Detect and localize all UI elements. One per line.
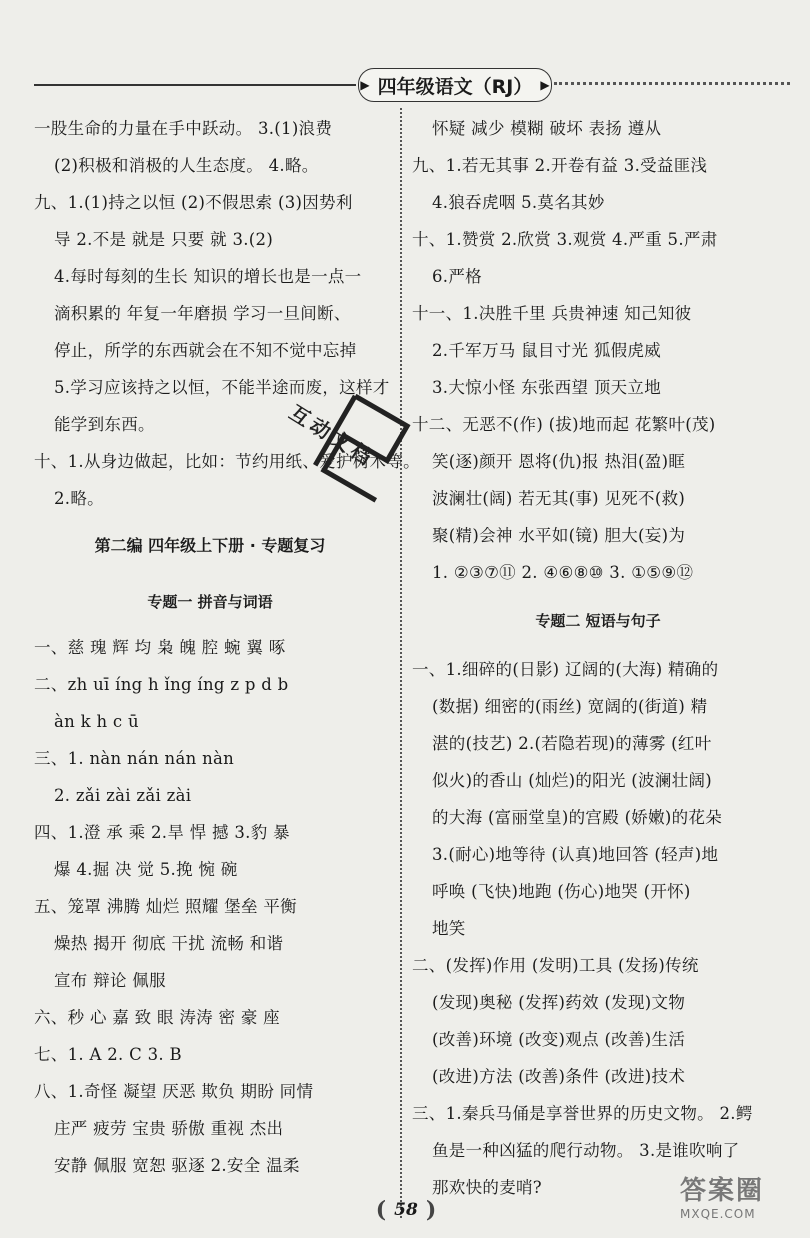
answer-line: (2)积极和消极的人生态度。 4.略。: [54, 156, 319, 175]
answer-line: 二、zh uī íng h ǐng íng z p d b: [34, 675, 289, 694]
answer-line: 呼唤 (飞快)地跑 (伤心)地哭 (开怀): [432, 882, 691, 901]
answer-line: 六、秒 心 嘉 致 眼 涛涛 密 豪 座: [34, 1008, 280, 1027]
watermark-title: 答案圈: [680, 1176, 765, 1206]
answer-line: 燥热 揭开 彻底 干扰 流畅 和谐: [54, 934, 284, 953]
answer-line: 6.严格: [432, 267, 482, 286]
answer-line: 能学到东西。: [54, 415, 155, 434]
answer-line: (发现)奥秘 (发挥)药效 (发现)文物: [432, 993, 686, 1012]
header-rule-left: [34, 84, 356, 86]
answer-line: 九、1.若无其事 2.开卷有益 3.受益匪浅: [412, 156, 708, 175]
answer-line: 2.略。: [54, 489, 104, 508]
answer-line: 4.狼吞虎咽 5.莫名其妙: [432, 193, 605, 212]
answer-line: 3.(耐心)地等待 (认真)地回答 (轻声)地: [432, 845, 719, 864]
answer-line: 庄严 疲劳 宝贵 骄傲 重视 杰出: [54, 1119, 284, 1138]
answer-line: 怀疑 减少 模糊 破坏 表扬 遵从: [432, 119, 662, 138]
answer-line: 七、1. A 2. C 3. B: [34, 1045, 182, 1064]
answer-line: 停止，所学的东西就会在不知不觉中忘掉: [54, 341, 357, 360]
answer-line: 5.学习应该持之以恒，不能半途而废，这样才: [54, 378, 390, 397]
header-title: 四年级语文（RJ）: [377, 75, 533, 98]
left-column: [34, 110, 420, 1184]
triangle-right-icon: ▶: [360, 78, 370, 92]
answer-line: 三、1.秦兵马俑是享誉世界的历史文物。 2.鳄: [412, 1104, 753, 1123]
answer-line: 的大海 (富丽堂皇)的宫殿 (娇嫩)的花朵: [432, 808, 723, 827]
answer-line: 聚(精)会神 水平如(镜) 胆大(妄)为: [432, 526, 686, 545]
answer-line: 一股生命的力量在手中跃动。 3.(1)浪费: [34, 119, 333, 138]
answer-line: 安静 佩服 宽恕 驱逐 2.安全 温柔: [54, 1156, 300, 1175]
answer-line: (改善)环境 (改变)观点 (改善)生活: [432, 1030, 686, 1049]
answer-line: 十、1.赞赏 2.欣赏 3.观赏 4.严重 5.严肃: [412, 230, 718, 249]
header-rule-right: [554, 82, 790, 85]
answer-line: 十二、无恶不(作) (拔)地而起 花繁叶(茂): [412, 415, 716, 434]
left-paren-icon: (: [375, 1197, 387, 1223]
answer-line: 爆 4.掘 决 觉 5.挽 惋 碗: [54, 860, 238, 879]
right-column: [412, 110, 784, 1206]
answer-line: 鱼是一种凶猛的爬行动物。 3.是谁吹响了: [432, 1141, 740, 1160]
answer-line: 2. zǎi zài zǎi zài: [54, 786, 192, 805]
triangle-right-icon: ▶: [540, 78, 550, 92]
watermark: [680, 1170, 800, 1234]
answer-line: 五、笼罩 沸腾 灿烂 照耀 堡垒 平衡: [34, 897, 297, 916]
answer-line: 一、慈 瑰 辉 均 枭 魄 腔 蜿 翼 啄: [34, 638, 286, 657]
answer-line: 十、1.从身边做起，比如：节约用纸、爱护树木等。: [34, 452, 420, 471]
answer-line: 四、1.澄 承 乘 2.旱 悍 撼 3.豹 暴: [34, 823, 290, 842]
header-title-box: [358, 68, 552, 102]
watermark-url: MXQE.COM: [680, 1207, 756, 1221]
answer-line: 湛的(技艺) 2.(若隐若现)的薄雾 (红叶: [432, 734, 712, 753]
answer-line: 三、1. nàn nán nán nàn: [34, 749, 235, 768]
column-divider: [400, 108, 402, 1218]
answer-line: 一、1.细碎的(日影) 辽阔的(大海) 精确的: [412, 660, 719, 679]
subsection-title: 专题一 拼音与词语: [147, 593, 273, 611]
section-title: 第二编 四年级上下册 · 专题复习: [94, 536, 326, 555]
answer-line: (数据) 细密的(雨丝) 宽阔的(街道) 精: [432, 697, 708, 716]
answer-line: 导 2.不是 就是 只要 就 3.(2): [54, 230, 274, 249]
stamp-text: 互动文档: [285, 400, 380, 472]
right-paren-icon: ): [425, 1197, 437, 1223]
answer-line: àn k h c ū: [54, 712, 139, 731]
answer-line: 波澜壮(阔) 若无其(事) 见死不(救): [432, 489, 686, 508]
answer-line: 似火)的香山 (灿烂)的阳光 (波澜壮阔): [432, 771, 712, 790]
answer-line: 二、(发挥)作用 (发明)工具 (发扬)传统: [412, 956, 699, 975]
answer-line: 八、1.奇怪 凝望 厌恶 欺负 期盼 同情: [34, 1082, 314, 1101]
answer-line: 笑(逐)颜开 恩将(仇)报 热泪(盈)眶: [432, 452, 686, 471]
answer-line: (改进)方法 (改善)条件 (改进)技术: [432, 1067, 686, 1086]
answer-line: 地笑: [432, 919, 466, 938]
answer-line: 宣布 辩论 佩服: [54, 971, 166, 990]
answer-line: 3.大惊小怪 东张西望 顶天立地: [432, 378, 662, 397]
answer-line: 那欢快的麦哨?: [432, 1178, 542, 1197]
answer-line: 4.每时每刻的生长 知识的增长也是一点一: [54, 267, 362, 286]
answer-line: 1. ②③⑦⑪ 2. ④⑥⑧⑩ 3. ①⑤⑨⑫: [432, 563, 694, 582]
answer-line: 滴积累的 年复一年磨损 学习一旦间断、: [54, 304, 351, 323]
page-number-value: 58: [394, 1200, 418, 1220]
subsection-title: 专题二 短语与句子: [535, 612, 661, 630]
answer-line: 2.千军万马 鼠目寸光 狐假虎威: [432, 341, 662, 360]
answer-line: 九、1.(1)持之以恒 (2)不假思索 (3)因势利: [34, 193, 353, 212]
answer-line: 十一、1.决胜千里 兵贵神速 知己知彼: [412, 304, 692, 323]
page-number: [360, 1196, 452, 1224]
